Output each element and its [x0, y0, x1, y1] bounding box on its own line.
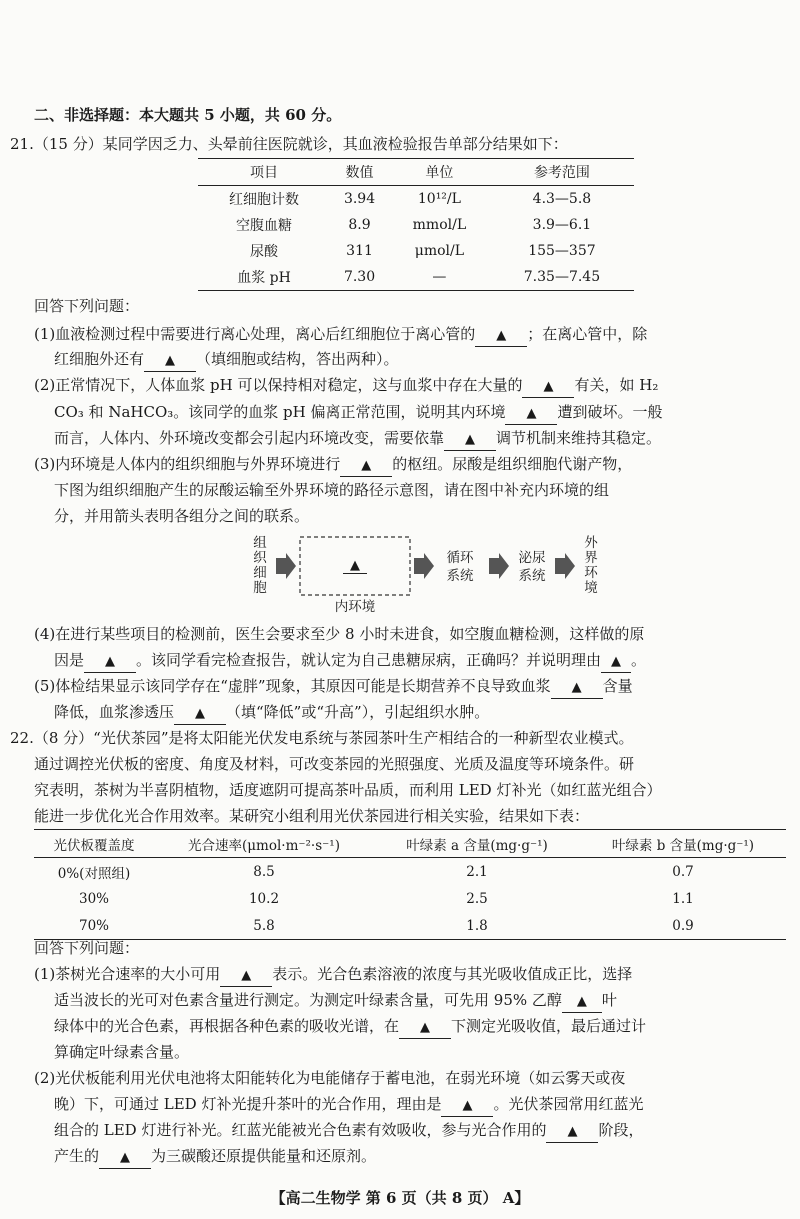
q21-part5-line2: [54, 700, 489, 725]
label-circulatory-system: [440, 549, 480, 585]
q22-intro-line3: 究表明，茶树为半喜阴植物，适度遮阴可提高茶叶品质，而利用 LED 灯补光（如红蓝光组合）: [34, 781, 662, 799]
table-cell: 30%: [78, 890, 109, 907]
text: 降低，血浆渗透压: [54, 703, 175, 721]
q22-part1-line1: [34, 962, 632, 987]
text: 。: [631, 651, 647, 669]
table-row: [198, 186, 634, 213]
table-cell: 1.8: [466, 917, 488, 934]
q21-answer-prompt: 回答下列问题：: [34, 297, 140, 315]
table-cell: μmol/L: [414, 243, 465, 259]
text: 为三碳酸还原提供能量和还原剂。: [151, 1147, 377, 1165]
arrow-urinary-to-external: [555, 553, 575, 579]
q21-part3-line1: [34, 452, 632, 477]
column-header: 光伏板覆盖度: [53, 837, 135, 854]
table-cell: 10¹²/L: [417, 191, 461, 207]
q21-part3-line2: 下图为组织细胞产生的尿酸运输至外界环境的路径示意图，请在图中补充内环境的组: [54, 481, 610, 499]
answer-blank[interactable]: [174, 702, 226, 725]
table-cell: 红细胞计数: [229, 192, 300, 208]
text: 系统: [518, 568, 546, 584]
label-urinary-system: [512, 549, 552, 585]
answer-blank[interactable]: [144, 349, 196, 372]
table-row: [34, 885, 786, 912]
table-cell: 5.8: [253, 917, 275, 934]
table-cell: 1.1: [672, 890, 694, 907]
table-row: [198, 212, 634, 238]
table-cell: 10.2: [248, 890, 280, 907]
table-header-row: [34, 830, 786, 858]
text: 含量: [602, 677, 633, 695]
table-cell: 155—357: [528, 243, 596, 259]
table-cell: 3.94: [343, 191, 376, 207]
text: (5)体检结果显示该同学存在“虚胖”现象，其原因可能是长期营养不良导致血浆: [34, 677, 551, 695]
table-row: [34, 858, 786, 886]
table-cell: 血浆 pH: [237, 270, 291, 286]
q22-part1-line2: [54, 988, 617, 1013]
blank-mark: ▲: [105, 654, 116, 669]
q22-part1-line4: 算确定叶绿素含量。: [54, 1043, 190, 1061]
answer-blank[interactable]: [399, 1016, 451, 1039]
text: 晚）下，可通过 LED 灯补光提升茶叶的光合作用，理由是: [54, 1095, 442, 1113]
table-row: [34, 912, 786, 940]
q22-intro-line2: 通过调控光伏板的密度、角度及材料，可改变茶园的光照强度、光质及温度等环境条件。研: [34, 755, 635, 773]
column-header: 光合速率(μmol·m⁻²·s⁻¹): [188, 837, 340, 854]
answer-blank[interactable]: [546, 1120, 598, 1143]
blank-mark: ▲: [543, 379, 554, 394]
blank-mark: ▲: [120, 1150, 131, 1165]
blank-mark: ▲: [462, 1098, 473, 1113]
arrow-circulation-to-urinary: [489, 553, 509, 579]
q21-intro: 21.（15 分）某同学因乏力、头晕前往医院就诊，其血液检验报告单部分结果如下：: [10, 135, 568, 153]
table-cell: 3.9—6.1: [532, 217, 592, 233]
answer-blank[interactable]: [505, 402, 557, 425]
answer-blank[interactable]: [84, 650, 136, 673]
text: 的枢纽。尿酸是组织细胞代谢产物，: [392, 455, 633, 473]
table-cell: 0%(对照组): [57, 865, 131, 882]
text: 而言，人体内、外环境改变都会引起内环境改变，需要依靠: [54, 429, 445, 447]
q21-part5-line1: [34, 674, 633, 699]
table-cell: mmol/L: [412, 217, 467, 233]
q22-answer-prompt: 回答下列问题：: [34, 939, 140, 957]
blank-mark: ▲: [165, 353, 176, 368]
text: (1)血液检测过程中需要进行离心处理，离心后红细胞位于离心管的: [34, 325, 476, 343]
q22-part2-line2: [54, 1092, 644, 1117]
text: 。光伏茶园常用红蓝光: [493, 1095, 644, 1113]
text: 。该同学看完检查报告，就认定为自己患糖尿病，正确吗？并说明理由: [136, 651, 602, 669]
q21-part2-line1: [34, 373, 658, 398]
text: （填“降低”或“升高”），引起组织水肿。: [226, 703, 490, 721]
answer-blank[interactable]: [99, 1146, 151, 1169]
q22-part2-line4: [54, 1144, 376, 1169]
table-cell: —: [432, 269, 447, 285]
column-header: 数值: [345, 165, 374, 181]
column-header: 叶绿素 a 含量(mg·g⁻¹): [406, 837, 548, 854]
page-footer: 【高二生物学 第 6 页（共 8 页） A】: [270, 1189, 530, 1207]
table-cell: 7.35—7.45: [523, 269, 601, 285]
q22-intro-line1: 22.（8 分）“光伏茶园”是将太阳能光伏发电系统与茶园茶叶生产相结合的一种新型农业模式。: [10, 729, 634, 747]
text: 组合的 LED 灯进行补光。红蓝光能被光合色素有效吸收，参与光合作用的: [54, 1121, 547, 1139]
text: 表示。光合色素溶液的浓度与其光吸收值成正比，选择: [272, 965, 633, 983]
text: 泌尿: [518, 550, 546, 566]
blank-mark: ▲: [465, 432, 476, 447]
text: 循环: [446, 550, 474, 566]
blank-mark: ▲: [361, 458, 372, 473]
blank-mark: ▲: [195, 706, 206, 721]
q22-part2-line1: (2)光伏板能利用光伏电池将太阳能转化为电能储存于蓄电池，在弱光环境（如云雾天或夜: [34, 1069, 626, 1087]
text: 有关，如 H₂: [574, 376, 659, 394]
blank-mark: ▲: [567, 1124, 578, 1139]
table-cell: 8.9: [348, 217, 371, 233]
table-cell: 尿酸: [250, 244, 279, 260]
text: 下测定光吸收值，最后通过计: [451, 1017, 647, 1035]
blank-mark: ▲: [571, 680, 582, 695]
q22-part2-line3: [54, 1118, 644, 1143]
q21-part4-line2: [54, 648, 646, 673]
answer-blank[interactable]: [522, 375, 574, 398]
text: ；在离心管中，除: [527, 325, 648, 343]
diagram-blank[interactable]: [340, 556, 370, 574]
table-cell: 7.30: [343, 269, 376, 285]
answer-blank[interactable]: [441, 1094, 493, 1117]
column-header: 参考范围: [533, 165, 590, 181]
table-header-row: [198, 159, 634, 186]
table-cell: 2.5: [466, 890, 488, 907]
q22-intro-line4: 能进一步优化光合作用效率。某研究小组利用光伏茶园进行相关实验，结果如下表：: [34, 807, 590, 825]
table-row: [198, 264, 634, 291]
column-header: 项目: [250, 165, 279, 181]
text: 阶段，: [598, 1121, 644, 1139]
text: 产生的: [54, 1147, 100, 1165]
answer-blank[interactable]: [551, 676, 603, 699]
table-cell: 4.3—5.8: [532, 191, 592, 207]
blank-mark: ▲: [420, 1020, 431, 1035]
text: 调节机制来维持其稳定。: [496, 429, 662, 447]
blank-mark: ▲: [241, 968, 252, 983]
answer-blank[interactable]: [220, 964, 272, 987]
table-cell: 空腹血糖: [236, 218, 293, 234]
table-cell: 311: [346, 243, 373, 259]
text: （填细胞或结构，答出两种）。: [196, 350, 399, 368]
table-cell: 2.1: [466, 863, 488, 880]
q21-part2-line2: [54, 400, 663, 425]
table-cell: 70%: [78, 917, 109, 934]
blank-mark: ▲: [350, 558, 360, 573]
text: (2)正常情况下，人体血浆 pH 可以保持相对稳定，这与血浆中存在大量的: [34, 376, 523, 394]
column-header: 单位: [425, 165, 454, 181]
table-row: [198, 238, 634, 264]
q22-part1-line3: [54, 1014, 646, 1039]
answer-blank[interactable]: [340, 454, 392, 477]
q21-part2-line3: [54, 426, 661, 451]
label-tissue-cell: 组织细胞: [253, 535, 267, 596]
column-header: 叶绿素 b 含量(mg·g⁻¹): [611, 837, 755, 854]
blood-test-table: [198, 158, 634, 291]
section-header: 二、非选择题：本大题共 5 小题，共 60 分。: [34, 106, 342, 124]
answer-blank[interactable]: [444, 428, 496, 451]
text: 绿体中的光合色素，再根据各种色素的吸收光谱，在: [54, 1017, 400, 1035]
q21-part3-line3: 分，并用箭头表明各组分之间的联系。: [54, 507, 310, 525]
text: 遭到破坏。一般: [557, 403, 663, 421]
arrow-cell-to-box: [276, 553, 296, 579]
text: 因是: [54, 651, 85, 669]
answer-blank[interactable]: [601, 650, 631, 673]
text: 红细胞外还有: [54, 350, 145, 368]
text: 系统: [446, 568, 474, 584]
blank-mark: ▲: [526, 406, 537, 421]
text: CO₃ 和 NaHCO₃。该同学的血浆 pH 偏离正常范围，说明其内环境: [54, 403, 506, 421]
label-internal-environment: 内环境: [334, 599, 376, 615]
text: 适当波长的光可对色素含量进行测定。为测定叶绿素含量，可先用 95% 乙醇: [54, 991, 562, 1009]
blank-mark: ▲: [611, 654, 622, 669]
q21-part4-line1: (4)在进行某些项目的检测前，医生会要求至少 8 小时未进食，如空腹血糖检测，这样做的原: [34, 625, 645, 643]
blank-mark: ▲: [576, 994, 587, 1009]
arrow-box-to-circulation: [414, 553, 434, 579]
text: 叶: [601, 991, 617, 1009]
q21-part1-line1: [34, 322, 647, 347]
text: (1)茶树光合速率的大小可用: [34, 965, 221, 983]
q21-part1-line2: [54, 347, 399, 372]
label-external-environment: 外界环境: [584, 535, 598, 596]
photovoltaic-table: [34, 829, 786, 940]
table-cell: 0.7: [672, 863, 694, 880]
text: (3)内环境是人体内的组织细胞与外界环境进行: [34, 455, 341, 473]
answer-blank[interactable]: [475, 324, 527, 347]
blank-mark: ▲: [496, 328, 507, 343]
table-cell: 0.9: [672, 917, 694, 934]
answer-blank[interactable]: [562, 990, 602, 1013]
table-cell: 8.5: [253, 863, 275, 880]
